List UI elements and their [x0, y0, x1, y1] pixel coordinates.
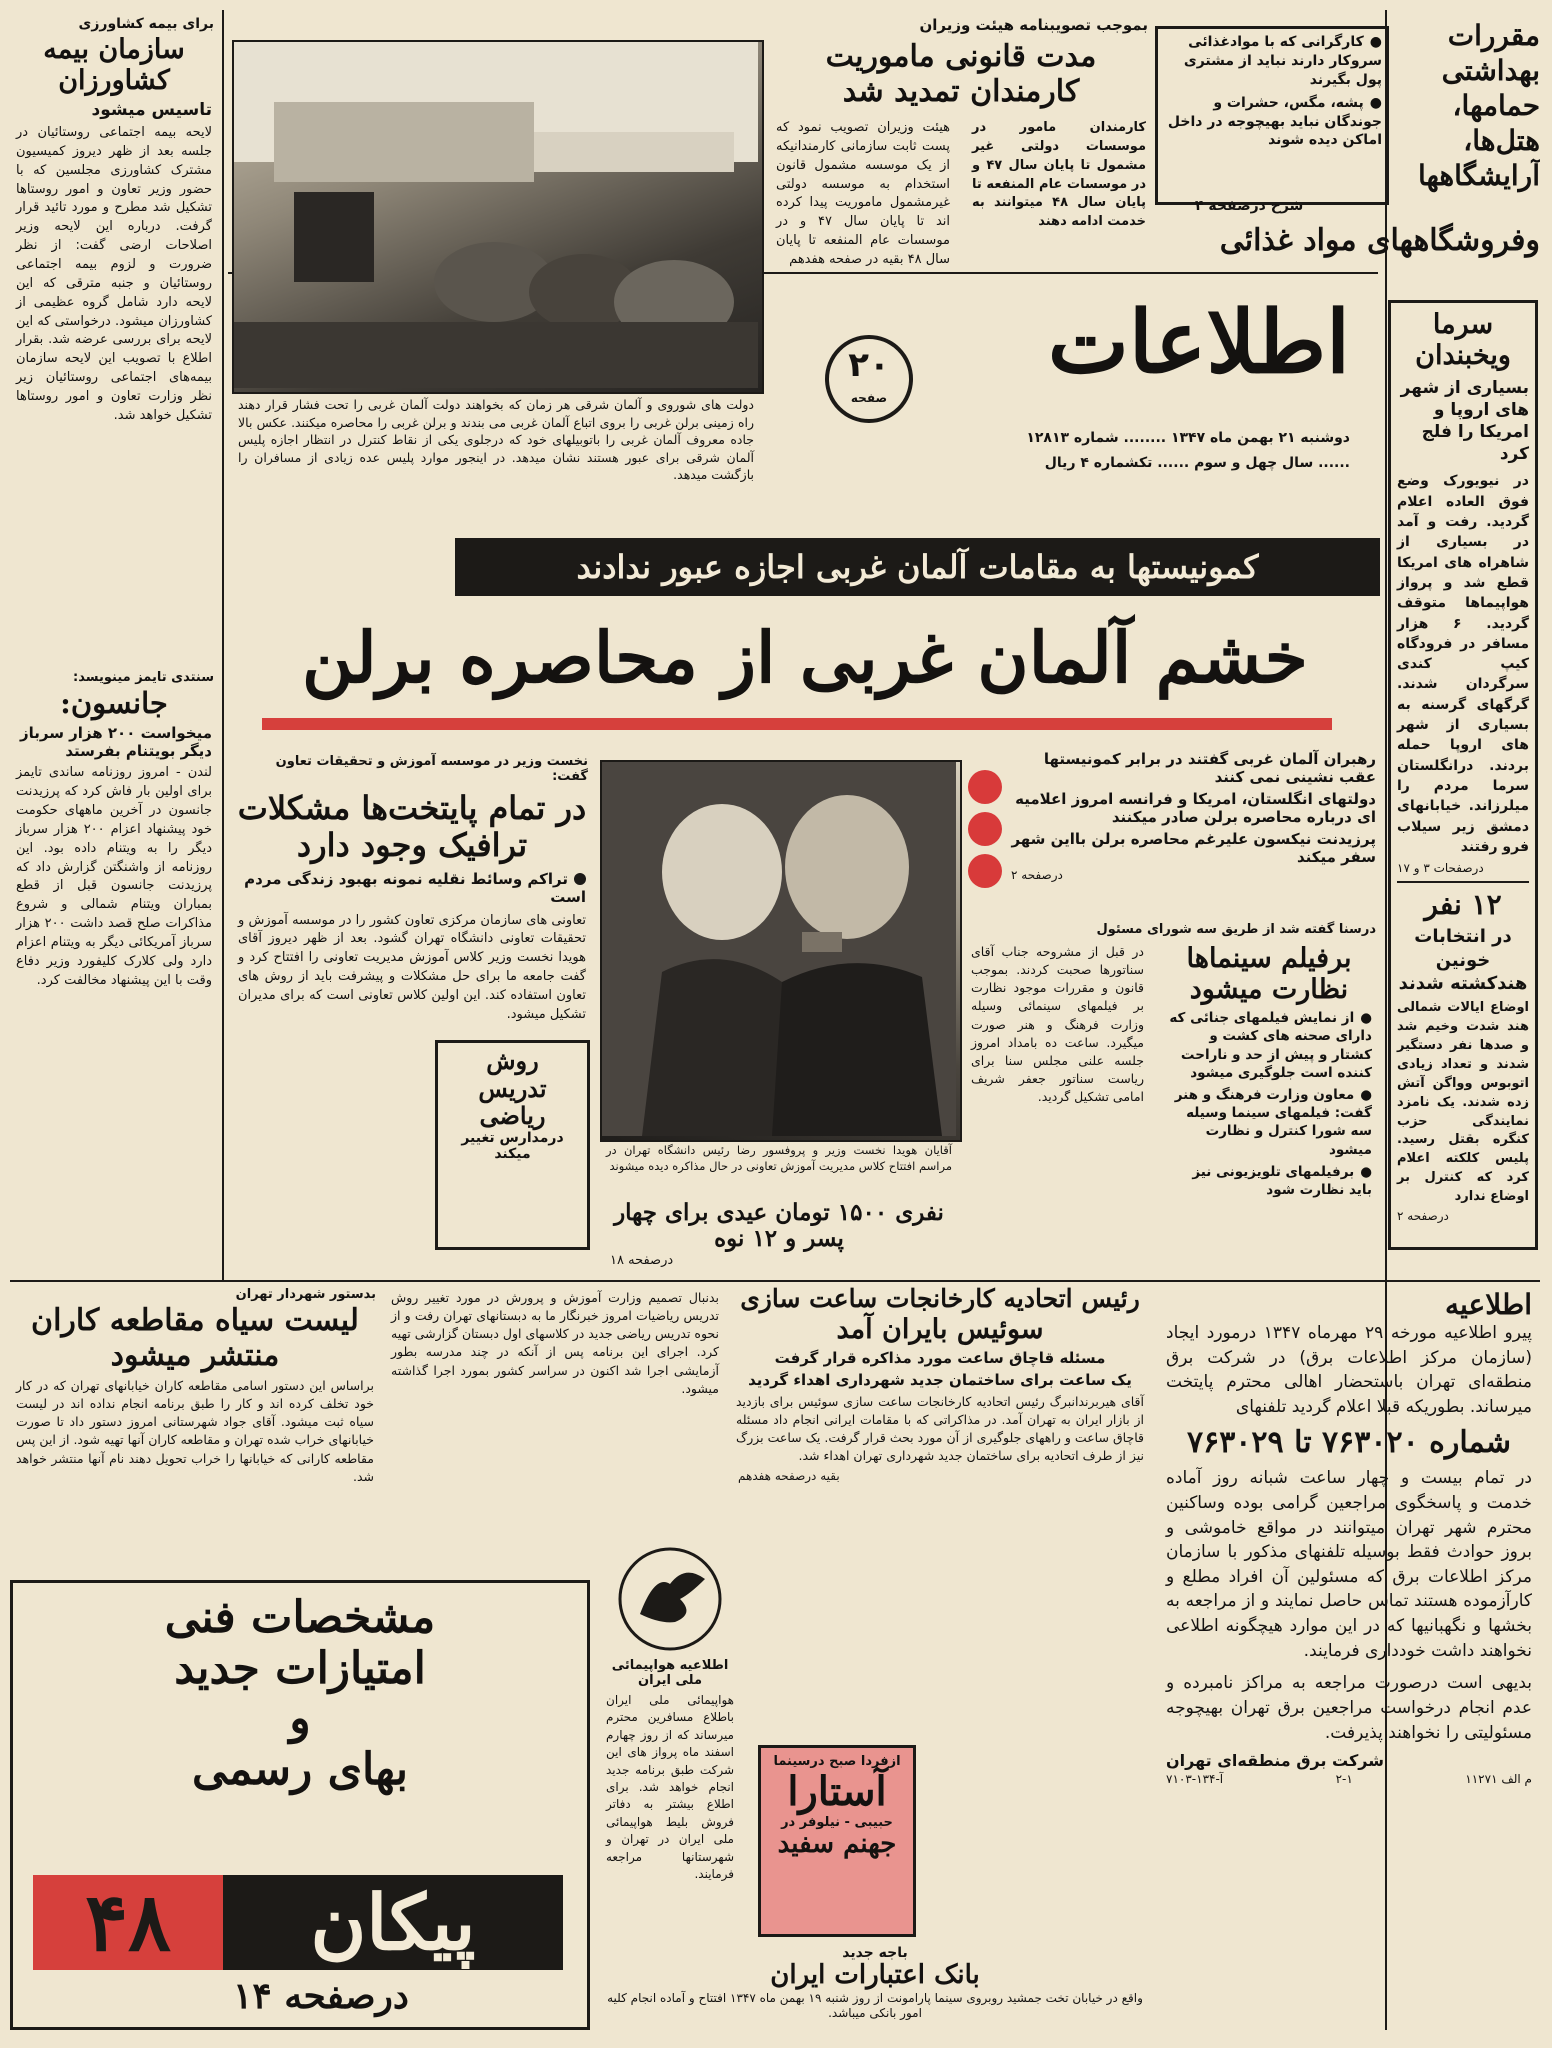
cinema-story [965, 920, 1380, 1270]
traffic-bullet-text: تراکم وسائط نقلیه نمونه بهبود زندگی مردم است [244, 869, 586, 906]
masthead [770, 290, 1370, 505]
checkpoint-caption: دولت های شوروی و آلمان شرقی هر زمان که بخواهند دولت آلمان غربی را تحت فشار قرار دهند راه زمینی برلن غربی را بروی اتباع آلمان غربی می بندند و برلن غربی را محاصره میکنند. عکس بالا جاده معروف آلمان غربی را باتوبیلهای خود که درجلوی یکی از نقاط کنترل در انتظار اجازه پلیس آلمان شرقی برای عبور هستند نشان میدهد. در اینجور موارد پلیس عده زیادی از مسافران را بازگشت میدهد. [238, 397, 754, 482]
swiss-see-page: بقیه درصفحه هفدهم [738, 1469, 840, 1484]
swiss-subhead: یک ساعت برای ساختمان جدید شهرداری اهداء گردید [748, 1370, 1132, 1389]
notice-body-2: در تمام بیست و چهار ساعت شبانه روز آماده خدمت و پاسخگوی مراجعین گرامی بوده وساکنین محترم شهر تهران میتوانند در مواقع خاموشی و بروز حوادث فقط بوسیله تلفنهای مذکور با سازمان مرکز اطلاعات برق که مسئولین آن افراد مطلع و کارآزموده هستند تماس حاصل نمایند و از مراجعه به بخشها و نگهبانیها که در این موارد هیچگونه اطلاعی نخواهند داشت خودداری فرمایند. [1166, 1468, 1532, 1661]
johnson-subhead: میخواست ۲۰۰ هزار سرباز دیگر بویتنام بفرستد [19, 724, 212, 761]
iranair-title: اطلاعیه هواپیمائی ملی ایران [611, 1658, 729, 1688]
checkpoint-photo-art [234, 42, 758, 388]
cinema-ad-line: ازفردا صبح درسینما [773, 1754, 901, 1769]
iranair-body: هواپیمائی ملی ایران باطلاع مسافرین محترم میرساند که از روز چهارم اسفند ماه پرواز های این شرکت طبق برنامه جدید انجام خواهد شد. برای اطلاع بیشتر به دفاتر فروش بلیط هواپیمائی ملی ایران در تهران و شهرستانها مراجعه فرمایند. [606, 1693, 734, 1881]
cinema-item: ● از نمایش فیلمهای جنائی که دارای صحنه های کشت و کشتار و پیش از حد و ناراحت کننده است جلوگیری میشود [1166, 1009, 1372, 1082]
civil-servants-story [770, 14, 1152, 269]
cinema-body: در قبل از مشروحه جناب آقای سناتورها صحبت کردند. بموجب قانون و مقررات موجود نظارت بر فیلمهای سینمائی وسیله وزارت فرهنگ و هنر صورت میگیرد. ساعت ده بامداد امروز جلسه علنی مجلس سنا برای ریاست سناتور جعفر شریف امامی تشکیل گردید. [971, 944, 1144, 1104]
hoveyda-caption: آقایان هویدا نخست وزیر و پروفسور رضا رئیس دانشگاه تهران در مراسم افتتاح کلاس مدیریت آموزش تعاونی در حال مذاکره دیده میشوند [606, 1143, 952, 1174]
civil-kicker: بموجب تصویبنامه هیئت وزیران [919, 16, 1148, 34]
column-rule [222, 10, 224, 1280]
notice-signature: شرکت برق منطقه‌ای تهران [1166, 1751, 1384, 1771]
civil-body-b: هیئت وزیران تصویب نمود که پست ثابت سازمانی کارمندانیکه از یک موسسه مشمول قانون استخدام به موسسه دولتی غیرمشمول ماموریت پیدا کرده اند تا پایان سال ۴۷ و در موسسات عام المنفعه تا پایان سال ۴۸ بقیه در صفحه هفدهم [776, 120, 950, 267]
berlin-leaders-story [965, 748, 1380, 918]
insurance-subhead: تاسیس میشود [91, 100, 212, 121]
cold-see-page: درصفحات ۳ و ۱۷ [1397, 861, 1484, 876]
banner-headline [230, 610, 1380, 710]
bonus-story [600, 1200, 958, 1278]
cinema-headline: برفیلم سینماها نظارت میشود [1186, 943, 1352, 1006]
paykan-brand: پیکان [223, 1875, 563, 1970]
pages-badge-word: صفحه [850, 391, 888, 405]
health-headline: مقررات بهداشتی حمامها، هتل‌ها، آرایشگاهها [1417, 19, 1540, 192]
bonus-headline: نفری ۱۵۰۰ تومان عیدی برای چهار پسر و ۱۲ نوه [614, 1200, 944, 1253]
hoveyda-photo [600, 760, 962, 1142]
insurance-body: لایحه بیمه اجتماعی روستائیان در جلسه بعد از ظهر دیروز کمیسیون مشترک کشاورزی مجلسین که با حضور وزیر تعاون و امور روستاها تشکیل شد مطرح و مورد تائید قرار گرفت. درباره این لایحه وزیر اصلاحات ارضی گفت: از نظر ضرورت و لزوم بیمه اجتماعی روستائیان و جنبه مترقی که این لایحه دارد شامل گروه عظیمی از کشاورزان میشود. درخواستی که این لایحه برای بررسی عرضه شد. بقرار اطلاع با تصویب این لایحه سازمان بیمه‌های اجتماعی روستائیان زیر نظر وزارت تعاون و امور روستاها تشکیل خواهد شد. [16, 125, 212, 423]
health-headline-2: وفروشگاههای مواد غذائی [1219, 223, 1540, 258]
leaders-item: پرزیدنت نیکسون علیرغم محاصره برلن بااین شهر سفر میکند [1011, 830, 1376, 866]
india-headline: ۱۲ نفر [1424, 888, 1502, 922]
leaders-lead: رهبران آلمان غربی گفتند در برابر کمونیستها عقب نشینی نمی کنند [1043, 750, 1376, 786]
masthead-year-line: ...... سال چهل و سوم ...... تکشماره ۴ ریال [1044, 455, 1350, 471]
checkpoint-photo [232, 40, 764, 394]
math-subhead: درمدارس تغییر میکند [461, 1129, 564, 1162]
india-body: اوضاع ایالات شمالی هند شدت وخیم شد و صدها نفر دستگیر شدند و تعداد زیادی اتوبوس وواگن آتش زده شدند. یک نامزد نمایندگی حزب کنگره بقتل رسید. پلیس کلکته اعلام کرد که کنترل بر اوضاع ندارد [1397, 1000, 1529, 1204]
civil-headline: مدت قانونی ماموریت کارمندان تمدید شد [825, 39, 1097, 109]
traffic-body: تعاونی های سازمان مرکزی تعاون کشور را در موسسه آموزش و تحقیقات تعاونی دانشگاه تهران گشود. بعد از ظهر دیروز آقای هویدا نخست وزیر کلاس آموزش مدیریت تعاونی را افتتاح کرد و گفت جامعه ما برای حل مشکلات و پیشرفت باید از روش های تعاون استفاده کند. این اولین کلاس تعاونی است که برای مدیران تشکیل میشود. [238, 912, 586, 1022]
math-body: بدنبال تصمیم وزارت آموزش و پرورش در مورد تغییر روش تدریس ریاضیات امروز خبرنگار ما به دبستانهای تهران رفت و از نحوه تدریس ریاضی جدید در کلاسهای اول دبستان گزارشی تهیه کرد. اجرای این برنامه پس از آنکه در چند مدرسه بطور آزمایشی اجرا شد اکنون در سراسر کشور بمورد اجرا گذاشته میشود. [391, 1290, 719, 1396]
insurance-kicker: برای بیمه کشاورزی [78, 16, 214, 32]
red-bullet [968, 812, 1002, 846]
johnson-kicker: سنتدی تایمز مینویسد: [73, 670, 214, 685]
traffic-bullet [238, 870, 586, 906]
traffic-headline: در تمام پایتخت‌ها مشکلات ترافیک وجود دارد [237, 789, 587, 864]
bank-headline: بانک اعتبارات ایران [770, 1960, 980, 1990]
swiss-body: آقای هیربرندانبرگ رئیس اتحادیه کارخانجات ساعت سازی سوئیس برای بازدید از بازار ایران به تهران آمد. در مذاکراتی که با مقامات ایرانی انجام داد مسئله قاچاق ساعت و راههای جلوگیری از آن مورد بحث قرار گرفت. یک ساعت بزرگ نیز از طرف اتحادیه برای ساختمان جدید شهرداری تهران اهداء شد. [736, 1393, 1144, 1464]
leaders-item: دولتهای انگلستان، امریکا و فرانسه امروز اعلامیه ای درباره محاصره برلن صادر میکنند [1015, 790, 1376, 826]
notice-title: اطلاعیه [1445, 1288, 1532, 1321]
bank-kicker: باجه جدید [842, 1945, 908, 1961]
paykan-line: مشخصات فنی [164, 1592, 436, 1643]
cold-subhead: بسیاری از شهر های اروپا و امریکا را فلج کرد [1400, 378, 1529, 465]
math-story [385, 1285, 725, 1540]
insurance-headline: سازمان بیمه کشاورزان [43, 34, 185, 97]
swiss-headline-2: سوئیس بایران آمد [836, 1313, 1044, 1345]
bank-body: واقع در خیابان تخت جمشید روبروی سینما پارامونت از روز شنبه ۱۹ بهمن ماه ۱۳۴۷ افتتاح و آماده انجام کلیه امور بانکی میباشد. [607, 1990, 1143, 2021]
cinema-ad-title-2: جهنم سفید [777, 1829, 897, 1859]
cold-wave-story [1388, 300, 1538, 1250]
health-item: ● کارگرانی که با موادغذائی سروکار دارند نباید از مشتری پول بگیرند [1162, 33, 1382, 90]
cold-headline: سرما ویخبندان [1415, 309, 1511, 372]
johnson-story [10, 668, 218, 1268]
traffic-kicker: نخست وزیر در موسسه آموزش و تحقیقات تعاون گفت: [275, 754, 588, 784]
notice-code: ۲-۱ [1335, 1772, 1353, 1787]
paykan-brand-bar [33, 1875, 563, 1970]
paykan-see-page: درصفحه ۱۴ [233, 1975, 409, 2017]
pages-badge-number: ۲۰ [848, 345, 890, 385]
electricity-notice [1158, 1285, 1540, 2035]
cold-body: در نیویورک وضع فوق العاده اعلام گردید. رفت و آمد در بسیاری از شاهراه های امریکا قطع شد و پرواز هواپیماها متوقف گردید. ۶ هزار مسافر در فرودگاه کیپ کندی سرگردان شدند. گرگهای گرسنه به بسیاری از شهر های اروپا حمله بردند. درانگلستان سرما مردم را میلرزاند. خیابانهای دمشق زیر سیلاب فرو رفتند [1397, 473, 1529, 855]
paykan-line: امتیازات جدید [174, 1642, 426, 1694]
notice-phones: شماره ۷۶۳۰۲۰ تا ۷۶۳۰۲۹ [1186, 1424, 1512, 1460]
cinema-item: ● برفیلمهای تلویزیونی نیز باید نظارت شود [1166, 1163, 1372, 1199]
paykan-line: و [289, 1693, 311, 1745]
blacklist-body: براساس این دستور اسامی مقاطعه کاران خیابانهای تهران که در کار خود تخلف کرده اند و کار را طبق برنامه انجام نداده اند در لیست سیاه ثبت میشود. آقای جواد شهرستانی امروز دستور داد تا صورت خیابانهای خراب شده تهران و مقاطعه کاران آنها تهیه شود. از این پس مقاطعه کارانی که خیابانها را خراب تحویل دهند نام آنها منتشر خواهد شد. [16, 1378, 374, 1484]
health-story [1155, 18, 1540, 288]
notice-code: آ-۱۳۴-۷۱۰۳ [1166, 1772, 1224, 1787]
bank-ad [600, 1945, 1150, 2035]
red-bullet [968, 770, 1002, 804]
math-word: ریاضی [479, 1101, 546, 1131]
notice-body-3: بدیهی است درصورت مراجعه به مراکز نامبرده و عدم انجام درخواست مراجعین برق تهران بهیچوجه مسئولیتی را نخواهند پذیرفت. [1166, 1673, 1532, 1743]
masthead-title: اطلاعات [1047, 292, 1350, 393]
johnson-headline: جانسون: [60, 686, 168, 720]
banner-headline-text: خشم آلمان غربی از محاصره برلن [302, 616, 1308, 699]
health-item: ● پشه، مگس، حشرات و جوندگان نباید بهیچوجه در داخل اماکن دیده شوند [1162, 94, 1382, 151]
red-bullet [968, 854, 1002, 888]
blacklist-kicker: بدستور شهردار تهران [235, 1287, 376, 1302]
pages-badge [825, 335, 913, 423]
blacklist-headline: لیست سیاه مقاطعه کاران منتشر میشود [31, 1303, 359, 1373]
johnson-body: لندن - امروز روزنامه ساندی تایمز برای اولین بار فاش کرد که پرزیدنت جانسون در آخرین ماههای حکومت خود پیشنهاد اعزام ۲۰۰ هزار سرباز دیگر را به ویتنام داده بود. این روزنامه از واشنگتن گزارش داد که پرزیدنت جانسون قبل از قطع بمباران ویتنام شمالی و شروع مذاکرات صلح قصد داشت ۲۰۰ هزار سرباز آمریکائی دیگر به ویتنام اعزام دارد ولی کلارک کلیفورد وزیر دفاع وقت با این پیشنهاد مخالفت کرد. [16, 765, 212, 988]
math-word: روش [486, 1046, 539, 1075]
swiss-headline: رئیس اتحادیه کارخانجات ساعت سازی [740, 1285, 1140, 1313]
cinema-ad-title: آستارا [787, 1768, 887, 1815]
health-see-page: شرح درصفحه ۴ [1195, 198, 1304, 214]
paykan-line: بهای رسمی [192, 1743, 408, 1795]
red-rule [262, 718, 1332, 730]
hoveyda-photo-art [602, 762, 956, 1136]
cinema-ad-line: حبیبی - نیلوفر در [781, 1815, 893, 1830]
cinema-kicker: درسنا گفته شد از طریق سه شورای مسئول [1096, 922, 1376, 937]
banner-kicker [455, 538, 1380, 596]
math-box [435, 1040, 590, 1250]
leaders-see-page: درصفحه ۲ [1011, 868, 1063, 882]
india-subhead: در انتخابات خونین هندکشته شدند [1398, 926, 1528, 995]
civil-body-a: کارمندان مامور در موسسات دولتی غیر مشمول تا پایان سال ۴۷ و در موسسات عام المنفعه تا پایان سال ۴۸ میتوانند به خدمت ادامه دهند [972, 120, 1146, 230]
cinema-item: ● معاون وزارت فرهنگ و هنر گفت: فیلمهای سینما وسیله سه شورا کنترل و نظارت میشود [1166, 1086, 1372, 1159]
paykan-number: ۴۸ [33, 1875, 223, 1970]
health-box [1155, 26, 1389, 205]
homa-logo-icon [610, 1544, 730, 1654]
masthead-date-line: دوشنبه ۲۱ بهمن ماه ۱۳۴۷ ........ شماره ۱۲۸۱۳ [1026, 430, 1350, 446]
banner-kicker-text: کمونیستها به مقامات آلمان غربی اجازه عبور ندادند [576, 548, 1259, 586]
checkpoint-caption-block [232, 392, 760, 542]
bullet-mark [574, 873, 586, 885]
math-word: تدریس [478, 1073, 547, 1103]
notice-body-1: پیرو اطلاعیه مورخه ۲۹ مهرماه ۱۳۴۷ درمورد ایجاد (سازمان مرکز اطلاعات برق) در شرکت برق منطقه‌ای تهران باستحضار اهالی محترم پایتخت میرساند. بطوریکه قبلا اعلام گردید تلفنهای [1166, 1323, 1532, 1418]
swiss-story [730, 1285, 1150, 1725]
cinema-ad [758, 1745, 916, 1937]
notice-code: م الف ۱۱۲۷۱ [1465, 1772, 1532, 1787]
paykan-ad [10, 1580, 590, 2030]
swiss-subhead: مسئله قاچاق ساعت مورد مذاکره قرار گرفت [774, 1348, 1106, 1367]
bonus-see-page: درصفحه ۱۸ [610, 1252, 674, 1268]
india-see-page: درصفحه ۲ [1397, 1208, 1449, 1223]
blacklist-story [10, 1285, 380, 1540]
hoveyda-caption-block [600, 1138, 958, 1202]
section-rule [10, 1280, 1540, 1282]
insurance-story [10, 14, 218, 654]
